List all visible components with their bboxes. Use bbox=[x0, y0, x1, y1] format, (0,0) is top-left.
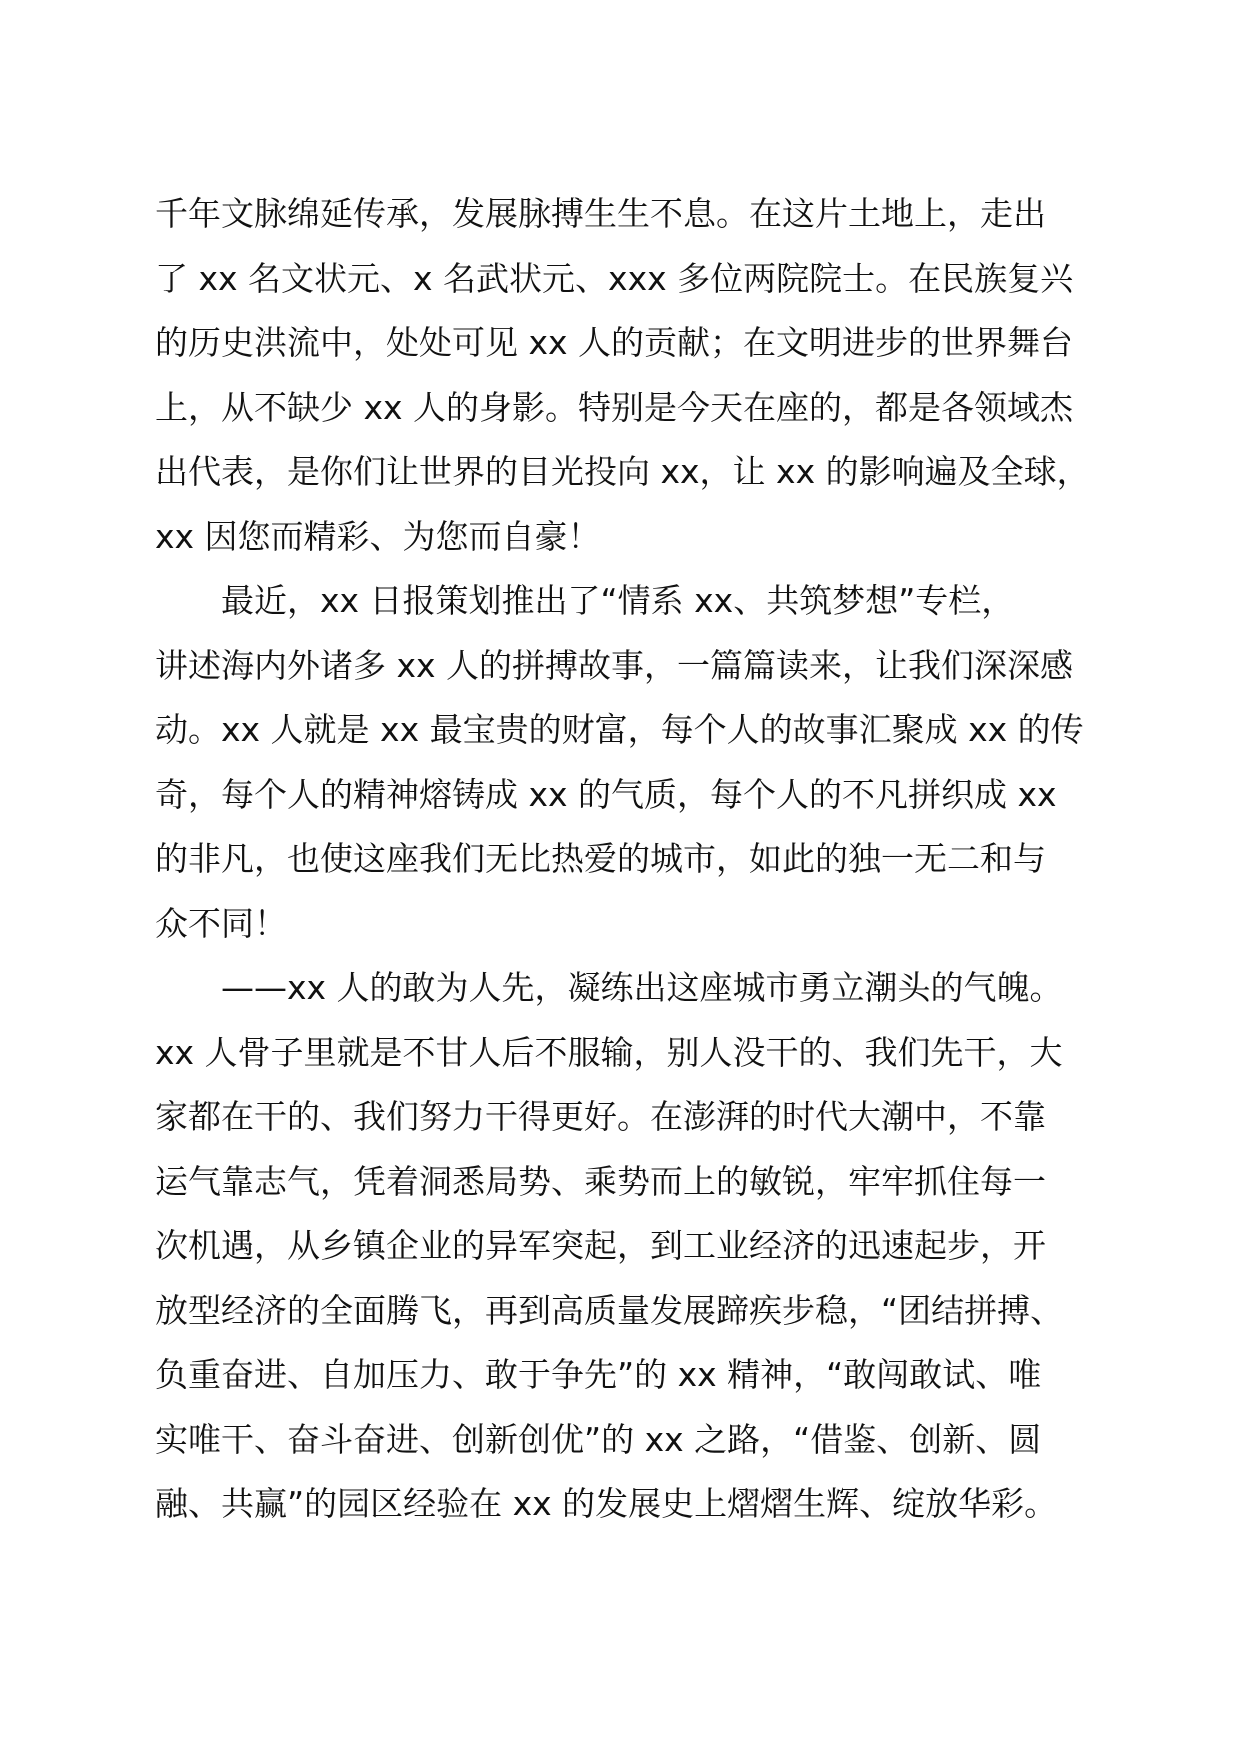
text-line: xx 人骨子里就是不甘人后不服输，别人没干的、我们先干，大 bbox=[155, 1032, 1063, 1072]
text-line: 实唯干、奋斗奋进、创新创优”的 xx 之路，“借鉴、创新、圆 bbox=[155, 1419, 1042, 1459]
text-line: 千年文脉绵延传承，发展脉搏生生不息。在这片土地上，走出 bbox=[155, 194, 1046, 233]
text-line: 运气靠志气，凭着洞悉局势、乘势而上的敏锐，牢牢抓住每一 bbox=[155, 1161, 1046, 1201]
text-line: 融、共赢”的园区经验在 xx 的发展史上熠熠生辉、绽放华彩。 bbox=[155, 1484, 1058, 1523]
text-line: 讲述海内外诸多 xx 人的拼搏故事，一篇篇读来，让我们深深感 bbox=[155, 645, 1074, 685]
text-line: 动。xx 人就是 xx 最宝贵的财富，每个人的故事汇聚成 xx 的传 bbox=[155, 710, 1084, 749]
text-line: 出代表，是你们让世界的目光投向 xx，让 xx 的影响遍及全球， bbox=[155, 452, 1090, 491]
text-line: 负重奋进、自加压力、敢于争先”的 xx 精神，“敢闯敢试、唯 bbox=[155, 1355, 1042, 1394]
paragraph-first-line: ——xx 人的敢为人先，凝练出这座城市勇立潮头的气魄。 bbox=[221, 968, 1063, 1007]
text-line: 的历史洪流中，处处可见 xx 人的贡献；在文明进步的世界舞台 bbox=[155, 323, 1074, 362]
text-line: 的非凡，也使这座我们无比热爱的城市，如此的独一无二和与 bbox=[155, 839, 1046, 878]
text-line: 众不同！ bbox=[155, 903, 287, 943]
text-line: 次机遇，从乡镇企业的异军突起，到工业经济的迅速起步，开 bbox=[155, 1226, 1046, 1265]
document-body bbox=[155, 182, 1095, 1537]
text-line: xx 因您而精彩、为您而自豪！ bbox=[155, 516, 601, 556]
paragraph-first-line: 最近，xx 日报策划推出了“情系 xx、共筑梦想”专栏， bbox=[221, 581, 1015, 620]
text-line: 了 xx 名文状元、x 名武状元、xxx 多位两院院士。在民族复兴 bbox=[155, 258, 1074, 298]
text-line: 上，从不缺少 xx 人的身影。特别是今天在座的，都是各领域杰 bbox=[155, 387, 1074, 427]
text-line: 家都在干的、我们努力干得更好。在澎湃的时代大潮中，不靠 bbox=[155, 1097, 1046, 1136]
text-line: 放型经济的全面腾飞，再到高质量发展蹄疾步稳，“团结拼搏、 bbox=[155, 1290, 1064, 1330]
text-line: 奇，每个人的精神熔铸成 xx 的气质，每个人的不凡拼织成 xx bbox=[155, 774, 1057, 814]
